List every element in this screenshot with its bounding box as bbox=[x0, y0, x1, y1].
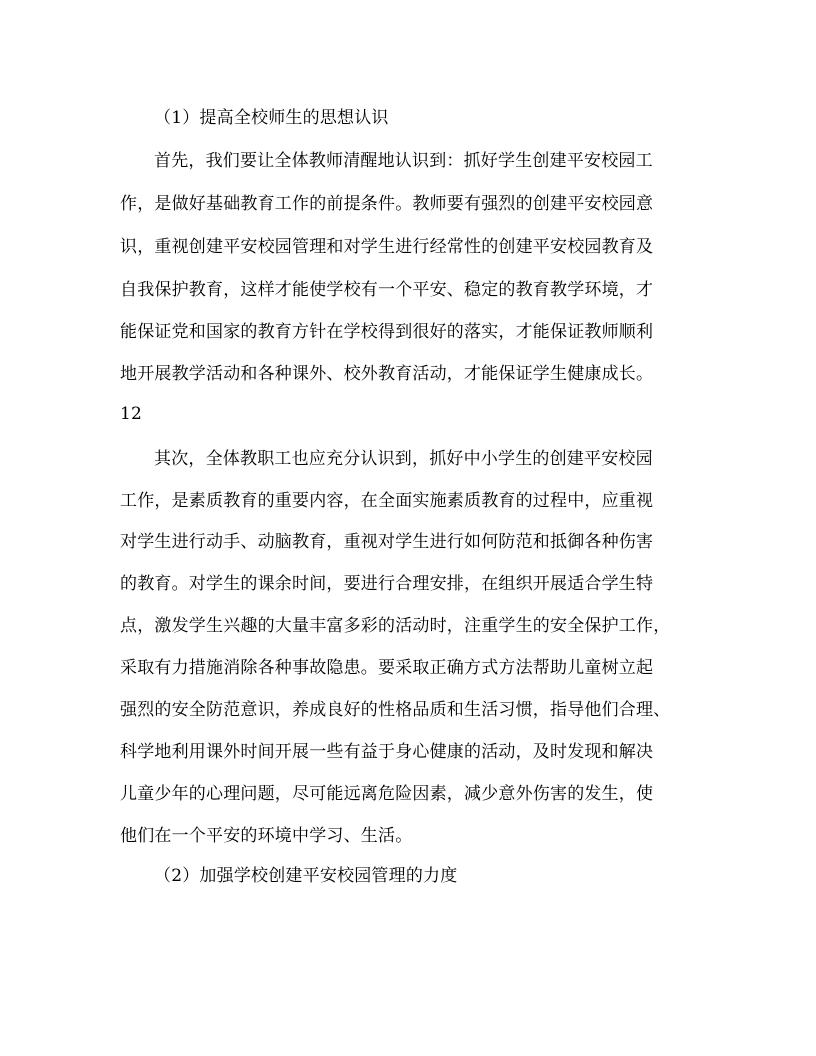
paragraph-line: 点，激发学生兴趣的大量丰富多彩的活动时，注重学生的安全保护工作， bbox=[120, 616, 671, 636]
section-heading-2: （2）加强学校创建平安校园管理的力度 bbox=[154, 866, 458, 886]
paragraph-line: 儿童少年的心理问题，尽可能远离危险因素，减少意外伤害的发生，使 bbox=[120, 784, 654, 804]
paragraph-number: 12 bbox=[120, 404, 143, 424]
paragraph-line: 强烈的安全防范意识，养成良好的性格品质和生活习惯，指导他们合理、 bbox=[120, 700, 671, 720]
paragraph-line: 工作，是素质教育的重要内容，在全面实施素质教育的过程中，应重视 bbox=[120, 491, 654, 511]
paragraph-line: 作，是做好基础教育工作的前提条件。教师要有强烈的创建平安校园意 bbox=[120, 194, 654, 214]
paragraph-line: 他们在一个平安的环境中学习、生活。 bbox=[120, 826, 413, 846]
paragraph-line: 的教育。对学生的课余时间，要进行合理安排，在组织开展适合学生特 bbox=[120, 574, 654, 594]
paragraph-line: 地开展教学活动和各种课外、校外教育活动，才能保证学生健康成长。 bbox=[120, 364, 654, 384]
paragraph-line: 科学地利用课外时间开展一些有益于身心健康的活动，及时发现和解决 bbox=[120, 742, 654, 762]
paragraph-line: 能保证党和国家的教育方针在学校得到很好的落实，才能保证教师顺利 bbox=[120, 322, 654, 342]
paragraph-line: 对学生进行动手、动脑教育，重视对学生进行如何防范和抵御各种伤害 bbox=[120, 532, 654, 552]
paragraph-line: 识，重视创建平安校园管理和对学生进行经常性的创建平安校园教育及 bbox=[120, 237, 654, 257]
paragraph-line: 自我保护教育，这样才能使学校有一个平安、稳定的教育教学环境，才 bbox=[120, 280, 654, 300]
paragraph-line: 其次，全体教职工也应充分认识到，抓好中小学生的创建平安校园 bbox=[154, 449, 653, 469]
section-heading-1: （1）提高全校师生的思想认识 bbox=[154, 108, 389, 128]
paragraph-line: 首先，我们要让全体教师清醒地认识到：抓好学生创建平安校园工 bbox=[154, 151, 653, 171]
paragraph-line: 采取有力措施消除各种事故隐患。要采取正确方式方法帮助儿童树立起 bbox=[120, 658, 654, 678]
